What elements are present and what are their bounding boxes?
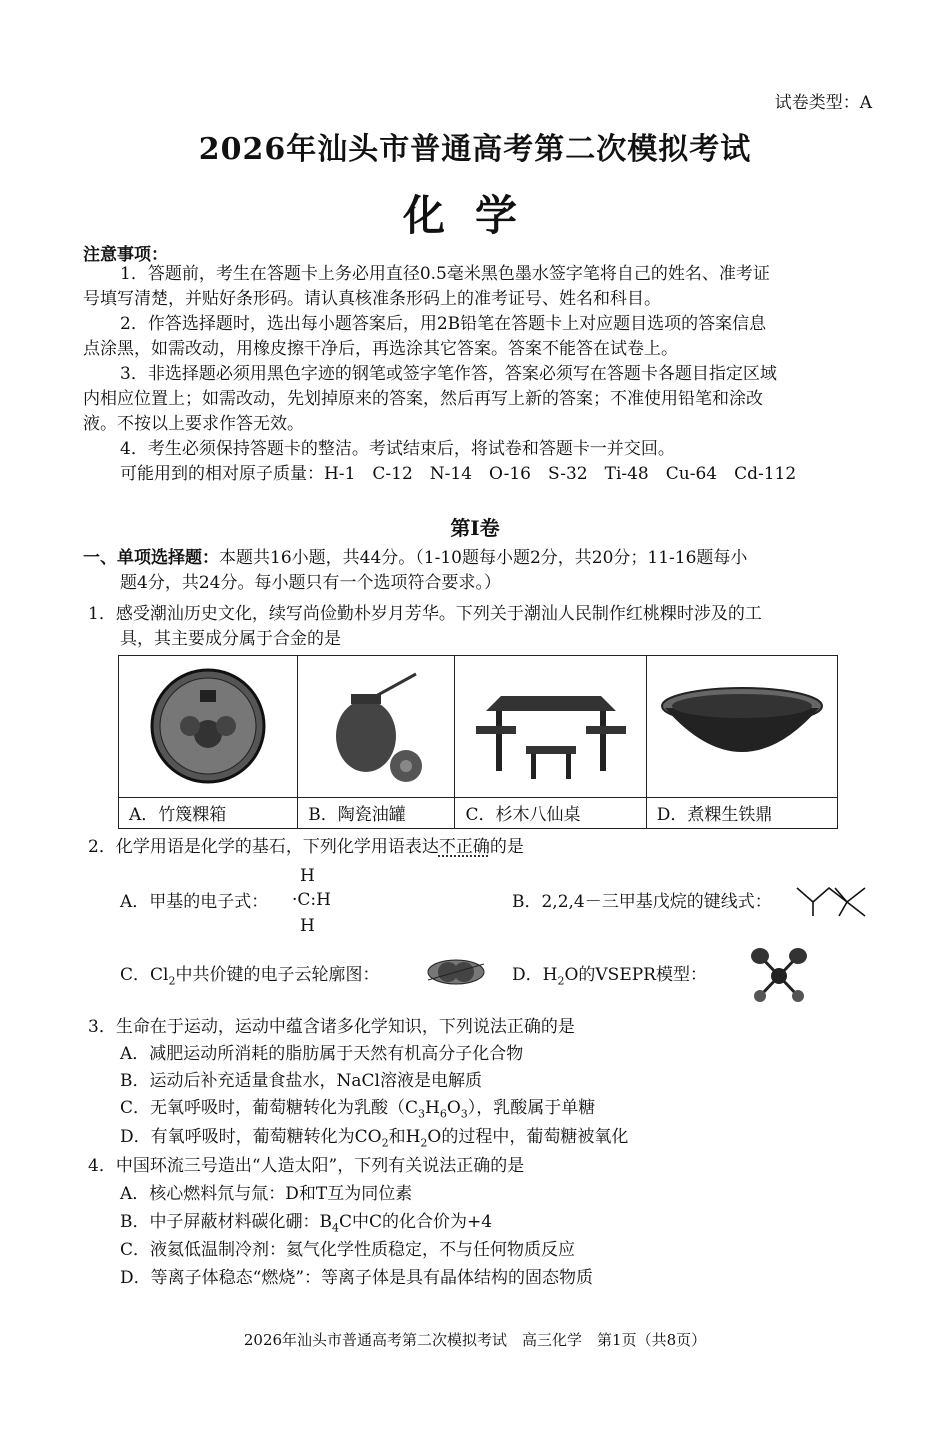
exam-title: 2026年汕头市普通高考第二次模拟考试 — [198, 132, 752, 167]
q2-stem-emphasis: 不正确 — [438, 837, 490, 857]
q2-c-pre: C．Cl — [120, 965, 169, 985]
q3-c-sub1: 3 — [418, 1107, 426, 1121]
notice-item-2a: 2．作答选择题时，选出每小题答案后，用2B铅笔在答题卡上对应题目选项的答案信息 — [120, 314, 767, 334]
q3-c-mid2: O — [446, 1098, 461, 1118]
q3-d-post: O的过程中，葡萄糖被氧化 — [427, 1127, 629, 1147]
notice-item-1b: 号填写清楚，并贴好条形码。请认真核准条形码上的准考证号、姓名和科目。 — [83, 289, 661, 309]
methyl-top-h: H — [300, 866, 315, 886]
bamboo-basket-image — [119, 656, 298, 798]
q1-option-c: C．杉木八仙桌 — [455, 797, 646, 828]
q3-d-pre: D．有氧呼吸时，葡萄糖转化为CO — [120, 1127, 382, 1147]
q1-stem-b: 具，其主要成分属于合金的是 — [120, 629, 341, 649]
q2-d-pre: D．H — [512, 965, 558, 985]
q3-d-sub1: 2 — [381, 1136, 389, 1150]
notice-item-3c: 液。不按以上要求作答无效。 — [83, 414, 304, 434]
notice-item-4: 4．考生必须保持答题卡的整洁。考试结束后，将试卷和答题卡一并交回。 — [120, 439, 675, 459]
q2-option-c-label — [120, 963, 379, 993]
paper-type: 试卷类型：A — [774, 93, 872, 113]
q3-c-post: ），乳酸属于单糖 — [467, 1098, 596, 1118]
notice-item-3b: 内相应位置上；如需改动，先划掉原来的答案，然后再写上新的答案；不准使用铅笔和涂改 — [83, 389, 763, 409]
q3-option-c — [120, 1096, 595, 1126]
q4-b-sub: 4 — [332, 1221, 339, 1235]
atomic-masses: 可能用到的相对原子质量：H-1 C-12 N-14 O-16 S-32 Ti-48 Cu-64 Cd-112 — [120, 464, 797, 484]
page-footer: 2026年汕头市普通高考第二次模拟考试 高三化学 第1页（共8页） — [243, 1331, 707, 1349]
q1-option-a: A．竹篾粿箱 — [119, 797, 298, 828]
q3-c-mid1: H — [425, 1098, 440, 1118]
q1-option-b: B．陶瓷油罐 — [298, 797, 455, 828]
iron-wok-image — [646, 656, 837, 798]
part-label: 一、单项选择题： — [83, 548, 219, 568]
q2-option-b-label: B．2,2,4－三甲基戊烷的键线式： — [512, 892, 772, 912]
q4-b-pre: B．中子屏蔽材料碳化硼：B — [120, 1212, 332, 1232]
q3-option-d — [120, 1125, 628, 1155]
q2-c-post: 中共价键的电子云轮廓图： — [175, 965, 380, 985]
notice-item-3a: 3．非选择题必须用黑色字迹的钢笔或签字笔作答，答案必须写在答题卡各题目指定区域 — [120, 364, 777, 384]
skeletal-formula-icon — [795, 884, 875, 918]
q2-d-post: O的VSEPR模型： — [564, 965, 707, 985]
q4-option-c: C．液氦低温制冷剂：氦气化学性质稳定，不与任何物质反应 — [120, 1240, 576, 1260]
q3-d-mid: 和H — [388, 1127, 421, 1147]
q2-stem-pre: 2．化学用语是化学的基石，下列化学用语表达 — [88, 837, 439, 857]
part-instructions — [83, 546, 747, 571]
q3-c-sub2: 6 — [439, 1107, 447, 1121]
q2-c-sub: 2 — [168, 974, 176, 988]
q4-option-d: D．等离子体稳态“燃烧”：等离子体是具有晶体结构的固态物质 — [120, 1268, 594, 1288]
q1-option-d: D．煮粿生铁鼎 — [646, 797, 837, 828]
q3-d-sub2: 2 — [420, 1136, 428, 1150]
q4-b-post: C中C的化合价为+4 — [339, 1212, 493, 1232]
ceramic-jar-image — [298, 656, 455, 798]
q3-option-a: A．减肥运动所消耗的脂肪属于天然有机高分子化合物 — [120, 1044, 524, 1064]
methyl-bottom-h: H — [300, 916, 315, 936]
part-desc-b: 题4分，共24分。每小题只有一个选项符合要求。） — [120, 573, 501, 593]
q1-stem-a: 1．感受潮汕历史文化，续写尚俭勤朴岁月芳华。下列关于潮汕人民制作红桃粿时涉及的工 — [88, 604, 762, 624]
methyl-center: ·C:H — [292, 890, 331, 910]
notice-item-1a: 1．答题前，考生在答题卡上务必用直径0.5毫米黑色墨水签字笔将自己的姓名、准考证 — [120, 264, 770, 284]
part-desc-a: 本题共16小题，共44分。（1-10题每小题2分，共20分；11-16题每小 — [219, 548, 748, 568]
q1-option-table — [118, 655, 838, 829]
q4-option-b — [120, 1210, 492, 1240]
wooden-table-image — [455, 656, 646, 798]
subject-title: 化学 — [402, 191, 547, 240]
q3-option-b: B．运动后补充适量食盐水，NaCl溶液是电解质 — [120, 1071, 482, 1091]
q4-stem: 4．中国环流三号造出“人造太阳”，下列有关说法正确的是 — [88, 1156, 525, 1176]
electron-cloud-icon — [424, 956, 488, 988]
q3-c-sub3: 3 — [460, 1107, 468, 1121]
section-title: 第Ⅰ卷 — [450, 516, 500, 540]
notice-heading: 注意事项： — [83, 245, 168, 265]
q4-option-a: A．核心燃料氘与氚：D和T互为同位素 — [120, 1184, 413, 1204]
q3-c-pre: C．无氧呼吸时，葡萄糖转化为乳酸（C — [120, 1098, 419, 1118]
q2-option-d-label — [512, 963, 707, 993]
q2-d-sub: 2 — [557, 974, 565, 988]
q3-stem: 3．生命在于运动，运动中蕴含诸多化学知识，下列说法正确的是 — [88, 1017, 575, 1037]
q2-option-a-label: A．甲基的电子式： — [120, 892, 269, 912]
vsepr-model-icon — [748, 946, 810, 1004]
q2-stem — [88, 835, 524, 860]
notice-item-2b: 点涂黑，如需改动，用橡皮擦干净后，再选涂其它答案。答案不能答在试卷上。 — [83, 339, 678, 359]
q2-stem-post: 的是 — [489, 837, 524, 857]
